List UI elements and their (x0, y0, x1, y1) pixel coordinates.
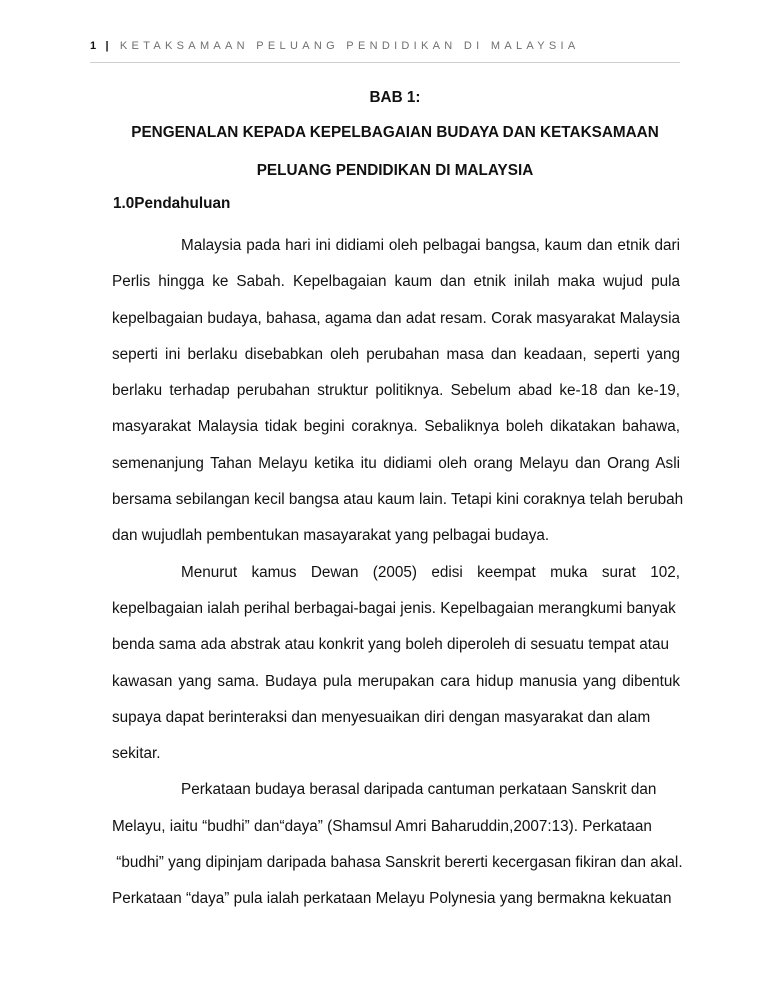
text-line: semenanjung Tahan Melayu ketika itu didiami oleh orang Melayu dan Orang Asli (112, 454, 680, 472)
paragraph-2 (112, 555, 680, 773)
section-number: 1.0 (113, 195, 135, 212)
running-title: KETAKSAMAAN PELUANG PENDIDIKAN DI MALAYSIA (119, 40, 580, 52)
section-title: Pendahuluan (134, 195, 231, 212)
paragraph-1 (112, 228, 684, 555)
text-line: berlaku terhadap perubahan struktur politiknya. Sebelum abad ke-18 dan ke-19, (112, 382, 680, 400)
chapter-title-line-2: PELUANG PENDIDIKAN DI MALAYSIA (256, 162, 534, 179)
page-number: 1 (90, 40, 99, 52)
header-rule (90, 62, 680, 63)
chapter-title-line-1: PENGENALAN KEPADA KEPELBAGAIAN BUDAYA DAN KETAKSAMAAN (131, 124, 659, 141)
text-line: kawasan yang sama. Budaya pula merupakan cara hidup manusia yang dibentuk (112, 672, 680, 690)
text-line: Perlis hingga ke Sabah. Kepelbagaian kaum dan etnik inilah maka wujud pula (112, 273, 680, 291)
text-line: Perkataan “daya” pula ialah perkataan Melayu Polynesia yang bermakna kekuatan (112, 890, 672, 908)
text-line: kepelbagaian budaya, bahasa, agama dan adat resam. Corak masyarakat Malaysia (112, 309, 680, 327)
text-line: masyarakat Malaysia tidak begini coraknya. Sebaliknya boleh dikatakan bahawa, (112, 418, 680, 436)
text-line: Melayu, iaitu “budhi” dan“daya” (Shamsul Amri Baharuddin,2007:13). Perkataan (112, 817, 652, 835)
header-separator: | (105, 40, 113, 52)
text-line: Menurut kamus Dewan (2005) edisi keempat muka surat 102, (181, 563, 680, 581)
body-text (112, 228, 684, 918)
text-line: supaya dapat berinteraksi dan menyesuaikan diri dengan masyarakat dan alam (112, 708, 651, 726)
text-line: bersama sebilangan kecil bangsa atau kaum lain. Tetapi kini coraknya telah berubah (112, 491, 684, 509)
text-line: Perkataan budaya berasal daripada cantuman perkataan Sanskrit dan (181, 781, 657, 799)
text-line: “budhi” yang dipinjam daripada bahasa Sanskrit bererti kecergasan fikiran dan akal. (112, 854, 683, 872)
text-line: dan wujudlah pembentukan masayarakat yang pelbagai budaya. (112, 527, 550, 545)
running-header (90, 40, 680, 52)
text-line: seperti ini berlaku disebabkan oleh perubahan masa dan keadaan, seperti yang (112, 345, 680, 363)
text-line: Malaysia pada hari ini didiami oleh pelbagai bangsa, kaum dan etnik dari (181, 237, 680, 254)
chapter-label: BAB 1: (369, 89, 421, 106)
text-line: kepelbagaian ialah perihal berbagai-bagai jenis. Kepelbagaian merangkumi banyak (112, 599, 676, 617)
paragraph-3 (112, 772, 683, 917)
text-line: benda sama ada abstrak atau konkrit yang boleh diperoleh di sesuatu tempat atau (112, 636, 670, 654)
text-line: sekitar. (112, 745, 161, 763)
section-heading (113, 195, 230, 213)
